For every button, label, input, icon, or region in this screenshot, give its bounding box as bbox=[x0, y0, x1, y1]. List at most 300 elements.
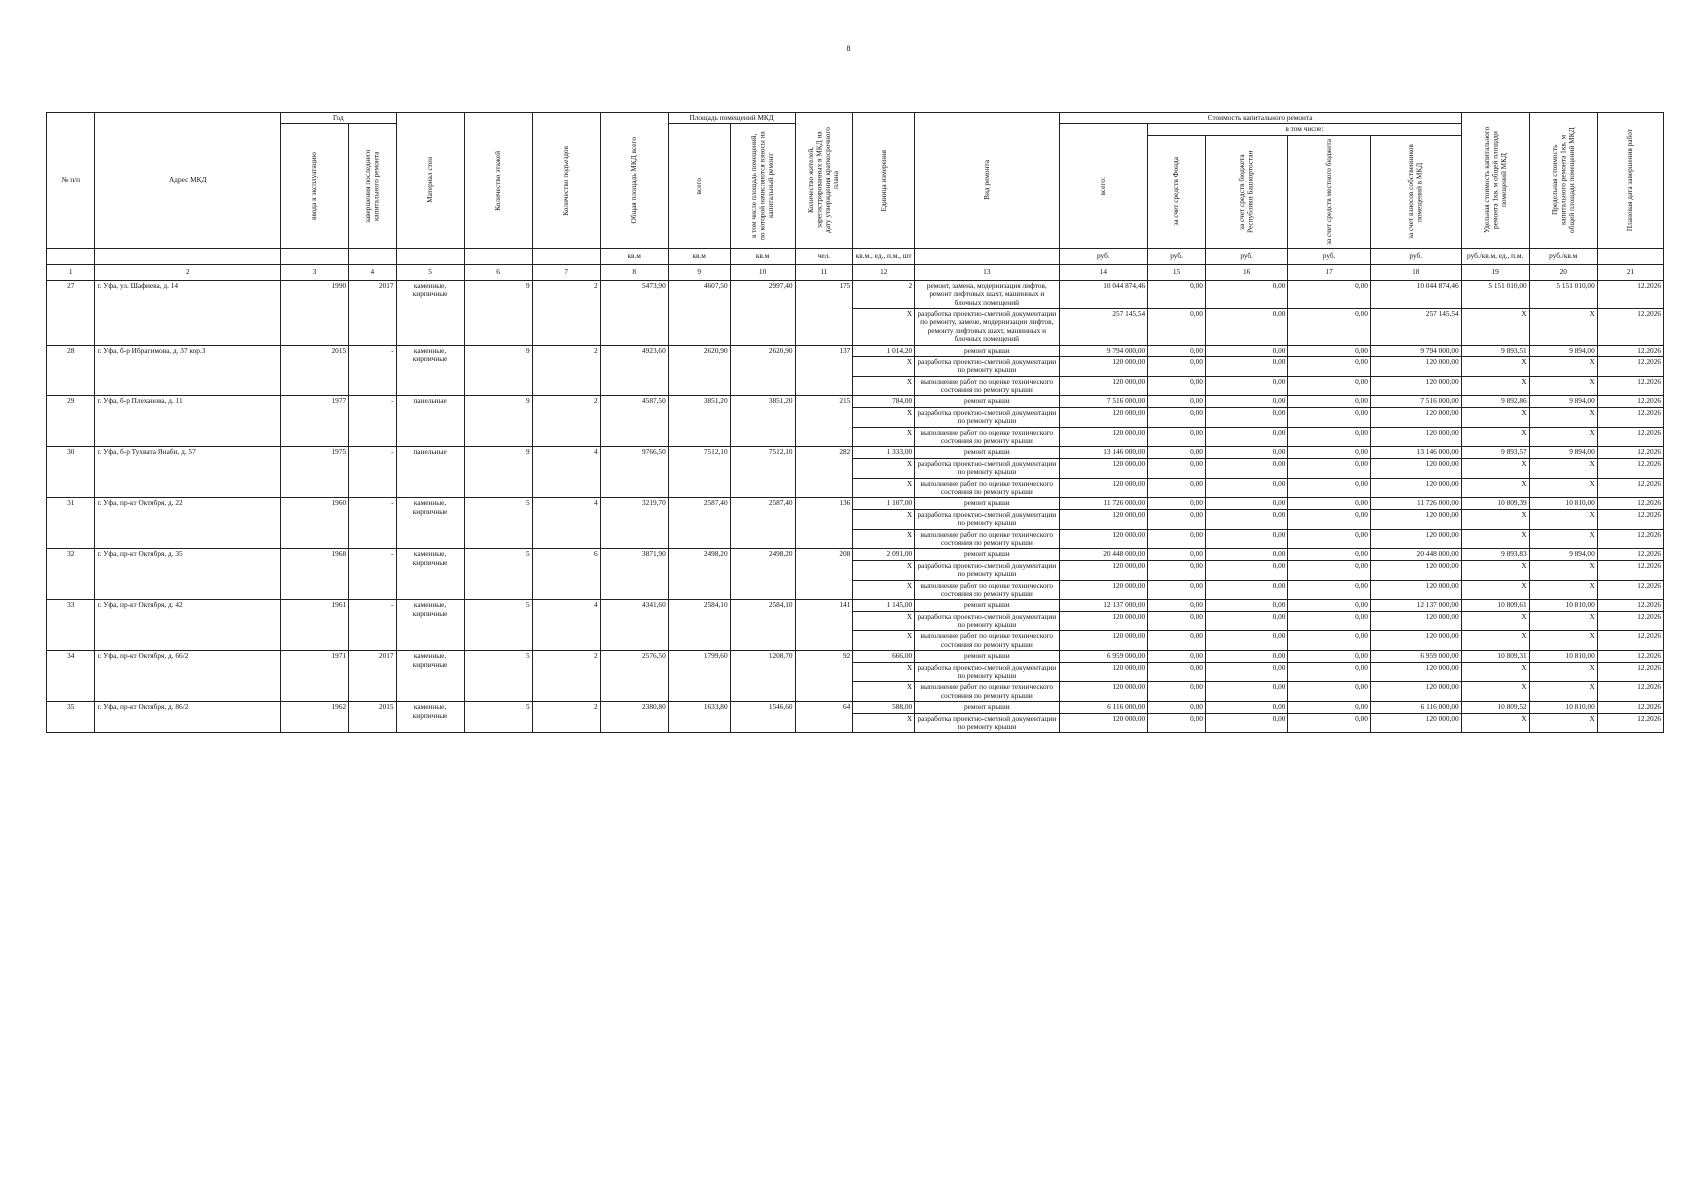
republic-budget-cell: 0,00 bbox=[1205, 682, 1287, 702]
unit-cell: руб./кв.м bbox=[1529, 248, 1597, 264]
residents-cell: 141 bbox=[795, 600, 853, 651]
floors-cell: 9 bbox=[464, 396, 532, 447]
unit-cell bbox=[95, 248, 281, 264]
local-budget-cell: 0,00 bbox=[1288, 611, 1370, 631]
fund-cell: 0,00 bbox=[1148, 682, 1206, 702]
floors-cell: 5 bbox=[464, 549, 532, 600]
floors-cell: 5 bbox=[464, 651, 532, 702]
residents-cell: 282 bbox=[795, 447, 853, 498]
column-number: 18 bbox=[1370, 264, 1461, 280]
address-cell: г. Уфа, пр-кт Октября, д. 42 bbox=[95, 600, 281, 651]
address-cell: г. Уфа, б-р Тухвата Янаби, д. 57 bbox=[95, 447, 281, 498]
premises-owned-cell: 1546,60 bbox=[730, 702, 795, 733]
year-last-repair-cell: 2015 bbox=[349, 702, 396, 733]
cost-total-cell: 120 000,00 bbox=[1059, 356, 1148, 376]
plan-date-cell: 12.2026 bbox=[1597, 549, 1663, 560]
column-number: 1 bbox=[47, 264, 95, 280]
republic-budget-cell: 0,00 bbox=[1205, 396, 1287, 407]
unit-cell bbox=[532, 248, 600, 264]
plan-date-cell: 12.2026 bbox=[1597, 407, 1663, 427]
table-row bbox=[47, 345, 1664, 356]
local-budget-cell: 0,00 bbox=[1288, 631, 1370, 651]
floors-cell: 5 bbox=[464, 702, 532, 733]
local-budget-cell: 0,00 bbox=[1288, 600, 1370, 611]
column-number: 2 bbox=[95, 264, 281, 280]
limit-cost-cell: X bbox=[1529, 376, 1597, 396]
local-budget-cell: 0,00 bbox=[1288, 458, 1370, 478]
column-number: 3 bbox=[281, 264, 349, 280]
owners-cell: 120 000,00 bbox=[1370, 529, 1461, 549]
cost-total-cell: 20 448 000,00 bbox=[1059, 549, 1148, 560]
limit-cost-cell: X bbox=[1529, 509, 1597, 529]
unit-cell: руб. bbox=[1148, 248, 1206, 264]
fund-cell: 0,00 bbox=[1148, 376, 1206, 396]
year-last-repair-cell: 2017 bbox=[349, 280, 396, 345]
cost-total-cell: 13 146 000,00 bbox=[1059, 447, 1148, 458]
work-type-cell: ремонт крыши bbox=[915, 447, 1059, 458]
table-row bbox=[47, 396, 1664, 407]
year-last-repair-cell: 2017 bbox=[349, 651, 396, 702]
premises-owned-cell: 7512,10 bbox=[730, 447, 795, 498]
column-number: 14 bbox=[1059, 264, 1148, 280]
header-total-area: Общая площадь МКД всего bbox=[600, 113, 668, 249]
owners-cell: 7 516 000,00 bbox=[1370, 396, 1461, 407]
year-last-repair-cell: - bbox=[349, 549, 396, 600]
specific-cost-cell: X bbox=[1461, 662, 1529, 682]
address-cell: г. Уфа, пр-кт Октября, д. 22 bbox=[95, 498, 281, 549]
limit-cost-cell: X bbox=[1529, 458, 1597, 478]
column-numbers-row bbox=[47, 264, 1664, 280]
page-number: 8 bbox=[846, 44, 851, 53]
cost-total-cell: 120 000,00 bbox=[1059, 713, 1148, 733]
specific-cost-cell: X bbox=[1461, 376, 1529, 396]
wall-material-cell: панельные bbox=[396, 396, 464, 447]
total-area-cell: 3871,90 bbox=[600, 549, 668, 600]
owners-cell: 6 116 000,00 bbox=[1370, 702, 1461, 713]
cost-total-cell: 120 000,00 bbox=[1059, 427, 1148, 447]
plan-date-cell: 12.2026 bbox=[1597, 600, 1663, 611]
wall-material-cell: каменные, кирпичные bbox=[396, 651, 464, 702]
cost-total-cell: 120 000,00 bbox=[1059, 509, 1148, 529]
fund-cell: 0,00 bbox=[1148, 345, 1206, 356]
republic-budget-cell: 0,00 bbox=[1205, 580, 1287, 600]
specific-cost-cell: X bbox=[1461, 682, 1529, 702]
fund-cell: 0,00 bbox=[1148, 478, 1206, 498]
owners-cell: 120 000,00 bbox=[1370, 560, 1461, 580]
plan-date-cell: 12.2026 bbox=[1597, 498, 1663, 509]
owners-cell: 10 044 874,46 bbox=[1370, 280, 1461, 308]
plan-date-cell: 12.2026 bbox=[1597, 345, 1663, 356]
work-type-cell: выполнение работ по оценке технического состояния по ремонту крыши bbox=[915, 682, 1059, 702]
fund-cell: 0,00 bbox=[1148, 458, 1206, 478]
address-cell: г. Уфа, пр-кт Октября, д. 86/2 bbox=[95, 702, 281, 733]
fund-cell: 0,00 bbox=[1148, 280, 1206, 308]
work-type-cell: ремонт, замена, модернизация лифтов, ремонт лифтовых шахт, машинных и блочных помещений bbox=[915, 280, 1059, 308]
owners-cell: 120 000,00 bbox=[1370, 631, 1461, 651]
owners-cell: 9 794 000,00 bbox=[1370, 345, 1461, 356]
limit-cost-cell: 5 151 010,00 bbox=[1529, 280, 1597, 308]
cost-total-cell: 7 516 000,00 bbox=[1059, 396, 1148, 407]
wall-material-cell: каменные, кирпичные bbox=[396, 280, 464, 345]
floors-cell: 9 bbox=[464, 345, 532, 396]
wall-material-cell: каменные, кирпичные bbox=[396, 549, 464, 600]
limit-cost-cell: X bbox=[1529, 611, 1597, 631]
work-type-cell: выполнение работ по оценке технического состояния по ремонту крыши bbox=[915, 376, 1059, 396]
header-year-commission: ввода в эксплуатацию bbox=[281, 124, 349, 248]
fund-cell: 0,00 bbox=[1148, 651, 1206, 662]
limit-cost-cell: 9 894,00 bbox=[1529, 345, 1597, 356]
specific-cost-cell: X bbox=[1461, 611, 1529, 631]
unit-value-cell: X bbox=[853, 560, 915, 580]
header-cost-total: всего: bbox=[1059, 124, 1148, 248]
republic-budget-cell: 0,00 bbox=[1205, 651, 1287, 662]
work-type-cell: выполнение работ по оценке технического состояния по ремонту крыши bbox=[915, 580, 1059, 600]
header-republic: за счет средств бюджета Республики Башкортостан bbox=[1205, 135, 1287, 248]
table-header bbox=[47, 113, 1664, 281]
residents-cell: 136 bbox=[795, 498, 853, 549]
owners-cell: 120 000,00 bbox=[1370, 509, 1461, 529]
unit-cell bbox=[396, 248, 464, 264]
specific-cost-cell: X bbox=[1461, 560, 1529, 580]
column-number: 8 bbox=[600, 264, 668, 280]
plan-date-cell: 12.2026 bbox=[1597, 376, 1663, 396]
table-body bbox=[47, 280, 1664, 733]
entrances-cell: 6 bbox=[532, 549, 600, 600]
table-row bbox=[47, 447, 1664, 458]
table-row bbox=[47, 498, 1664, 509]
floors-cell: 5 bbox=[464, 600, 532, 651]
unit-cell: руб./кв.м, ед., п.м. bbox=[1461, 248, 1529, 264]
fund-cell: 0,00 bbox=[1148, 356, 1206, 376]
fund-cell: 0,00 bbox=[1148, 407, 1206, 427]
work-type-cell: ремонт крыши bbox=[915, 651, 1059, 662]
unit-cell: кв.м bbox=[668, 248, 730, 264]
row-number: 34 bbox=[47, 651, 95, 702]
column-number: 16 bbox=[1205, 264, 1287, 280]
limit-cost-cell: X bbox=[1529, 631, 1597, 651]
year-commission-cell: 1990 bbox=[281, 280, 349, 345]
unit-value-cell: X bbox=[853, 611, 915, 631]
specific-cost-cell: X bbox=[1461, 509, 1529, 529]
unit-value-cell: X bbox=[853, 308, 915, 345]
column-number: 4 bbox=[349, 264, 396, 280]
local-budget-cell: 0,00 bbox=[1288, 345, 1370, 356]
owners-cell: 120 000,00 bbox=[1370, 376, 1461, 396]
local-budget-cell: 0,00 bbox=[1288, 376, 1370, 396]
header-work-type: Вид ремонта bbox=[915, 113, 1059, 249]
cost-total-cell: 6 116 000,00 bbox=[1059, 702, 1148, 713]
specific-cost-cell: X bbox=[1461, 308, 1529, 345]
fund-cell: 0,00 bbox=[1148, 611, 1206, 631]
year-commission-cell: 2015 bbox=[281, 345, 349, 396]
specific-cost-cell: 9 893,57 bbox=[1461, 447, 1529, 458]
row-number: 30 bbox=[47, 447, 95, 498]
cost-total-cell: 120 000,00 bbox=[1059, 458, 1148, 478]
owners-cell: 257 145,54 bbox=[1370, 308, 1461, 345]
republic-budget-cell: 0,00 bbox=[1205, 600, 1287, 611]
republic-budget-cell: 0,00 bbox=[1205, 713, 1287, 733]
fund-cell: 0,00 bbox=[1148, 560, 1206, 580]
work-type-cell: ремонт крыши bbox=[915, 549, 1059, 560]
republic-budget-cell: 0,00 bbox=[1205, 447, 1287, 458]
local-budget-cell: 0,00 bbox=[1288, 478, 1370, 498]
republic-budget-cell: 0,00 bbox=[1205, 308, 1287, 345]
local-budget-cell: 0,00 bbox=[1288, 529, 1370, 549]
cost-total-cell: 120 000,00 bbox=[1059, 580, 1148, 600]
cost-total-cell: 10 044 874,46 bbox=[1059, 280, 1148, 308]
year-commission-cell: 1968 bbox=[281, 549, 349, 600]
republic-budget-cell: 0,00 bbox=[1205, 611, 1287, 631]
table-row bbox=[47, 651, 1664, 662]
local-budget-cell: 0,00 bbox=[1288, 662, 1370, 682]
residents-cell: 64 bbox=[795, 702, 853, 733]
cost-total-cell: 9 794 000,00 bbox=[1059, 345, 1148, 356]
header-year-group: Год bbox=[281, 113, 396, 124]
plan-date-cell: 12.2026 bbox=[1597, 651, 1663, 662]
work-type-cell: выполнение работ по оценке технического состояния по ремонту крыши bbox=[915, 478, 1059, 498]
local-budget-cell: 0,00 bbox=[1288, 280, 1370, 308]
total-area-cell: 9766,50 bbox=[600, 447, 668, 498]
capital-repair-table bbox=[46, 112, 1664, 733]
floors-cell: 9 bbox=[464, 447, 532, 498]
cost-total-cell: 120 000,00 bbox=[1059, 376, 1148, 396]
plan-date-cell: 12.2026 bbox=[1597, 396, 1663, 407]
header-wall-material: Материал стен bbox=[396, 113, 464, 249]
work-type-cell: разработка проектно-сметной документации по ремонту крыши bbox=[915, 560, 1059, 580]
premises-total-cell: 4607,50 bbox=[668, 280, 730, 345]
limit-cost-cell: X bbox=[1529, 580, 1597, 600]
plan-date-cell: 12.2026 bbox=[1597, 308, 1663, 345]
plan-date-cell: 12.2026 bbox=[1597, 509, 1663, 529]
column-number: 7 bbox=[532, 264, 600, 280]
units-row bbox=[47, 248, 1664, 264]
row-number: 31 bbox=[47, 498, 95, 549]
plan-date-cell: 12.2026 bbox=[1597, 280, 1663, 308]
unit-cell bbox=[915, 248, 1059, 264]
fund-cell: 0,00 bbox=[1148, 713, 1206, 733]
plan-date-cell: 12.2026 bbox=[1597, 580, 1663, 600]
specific-cost-cell: 10 809,31 bbox=[1461, 651, 1529, 662]
plan-date-cell: 12.2026 bbox=[1597, 529, 1663, 549]
unit-value-cell: X bbox=[853, 356, 915, 376]
entrances-cell: 2 bbox=[532, 702, 600, 733]
premises-owned-cell: 3851,20 bbox=[730, 396, 795, 447]
cost-total-cell: 257 145,54 bbox=[1059, 308, 1148, 345]
work-type-cell: выполнение работ по оценке технического состояния по ремонту крыши bbox=[915, 631, 1059, 651]
table-row bbox=[47, 600, 1664, 611]
unit-cell bbox=[1597, 248, 1663, 264]
table-row bbox=[47, 549, 1664, 560]
work-type-cell: выполнение работ по оценке технического состояния по ремонту крыши bbox=[915, 529, 1059, 549]
total-area-cell: 2576,50 bbox=[600, 651, 668, 702]
specific-cost-cell: 10 809,61 bbox=[1461, 600, 1529, 611]
year-commission-cell: 1977 bbox=[281, 396, 349, 447]
republic-budget-cell: 0,00 bbox=[1205, 702, 1287, 713]
year-commission-cell: 1975 bbox=[281, 447, 349, 498]
table-row bbox=[47, 702, 1664, 713]
specific-cost-cell: X bbox=[1461, 631, 1529, 651]
entrances-cell: 2 bbox=[532, 651, 600, 702]
local-budget-cell: 0,00 bbox=[1288, 549, 1370, 560]
local-budget-cell: 0,00 bbox=[1288, 427, 1370, 447]
fund-cell: 0,00 bbox=[1148, 662, 1206, 682]
owners-cell: 120 000,00 bbox=[1370, 662, 1461, 682]
owners-cell: 6 959 000,00 bbox=[1370, 651, 1461, 662]
republic-budget-cell: 0,00 bbox=[1205, 560, 1287, 580]
plan-date-cell: 12.2026 bbox=[1597, 702, 1663, 713]
republic-budget-cell: 0,00 bbox=[1205, 498, 1287, 509]
column-number: 9 bbox=[668, 264, 730, 280]
unit-value-cell: X bbox=[853, 478, 915, 498]
local-budget-cell: 0,00 bbox=[1288, 702, 1370, 713]
address-cell: г. Уфа, б-р Ибрагимова, д. 37 кор.3 bbox=[95, 345, 281, 396]
header-limit-cost: Предельная стоимость капитального ремонта 1кв. м общей площади помещений МКД bbox=[1529, 113, 1597, 249]
work-type-cell: ремонт крыши bbox=[915, 600, 1059, 611]
plan-date-cell: 12.2026 bbox=[1597, 478, 1663, 498]
limit-cost-cell: X bbox=[1529, 713, 1597, 733]
header-plan-date: Плановая дата завершения работ bbox=[1597, 113, 1663, 249]
entrances-cell: 4 bbox=[532, 447, 600, 498]
year-last-repair-cell: - bbox=[349, 447, 396, 498]
limit-cost-cell: 10 810,00 bbox=[1529, 702, 1597, 713]
limit-cost-cell: X bbox=[1529, 356, 1597, 376]
limit-cost-cell: X bbox=[1529, 560, 1597, 580]
unit-value-cell: X bbox=[853, 682, 915, 702]
wall-material-cell: каменные, кирпичные bbox=[396, 498, 464, 549]
owners-cell: 12 137 000,00 bbox=[1370, 600, 1461, 611]
fund-cell: 0,00 bbox=[1148, 427, 1206, 447]
residents-cell: 215 bbox=[795, 396, 853, 447]
local-budget-cell: 0,00 bbox=[1288, 396, 1370, 407]
plan-date-cell: 12.2026 bbox=[1597, 662, 1663, 682]
specific-cost-cell: 9 892,86 bbox=[1461, 396, 1529, 407]
premises-owned-cell: 2587,40 bbox=[730, 498, 795, 549]
limit-cost-cell: X bbox=[1529, 682, 1597, 702]
owners-cell: 120 000,00 bbox=[1370, 611, 1461, 631]
column-number: 20 bbox=[1529, 264, 1597, 280]
unit-cell: кв.м., ед., п.м., шт bbox=[853, 248, 915, 264]
unit-cell: кв.м bbox=[600, 248, 668, 264]
owners-cell: 120 000,00 bbox=[1370, 458, 1461, 478]
table-row bbox=[47, 280, 1664, 308]
local-budget-cell: 0,00 bbox=[1288, 308, 1370, 345]
work-type-cell: ремонт крыши bbox=[915, 498, 1059, 509]
republic-budget-cell: 0,00 bbox=[1205, 509, 1287, 529]
unit-value-cell: X bbox=[853, 376, 915, 396]
specific-cost-cell: X bbox=[1461, 478, 1529, 498]
column-number: 6 bbox=[464, 264, 532, 280]
column-number: 5 bbox=[396, 264, 464, 280]
limit-cost-cell: 10 810,00 bbox=[1529, 498, 1597, 509]
header-residents: Количество жителей, зарегистрированных в МКД на дату утверждения краткосрочного плана bbox=[795, 113, 853, 249]
owners-cell: 11 726 000,00 bbox=[1370, 498, 1461, 509]
cost-total-cell: 12 137 000,00 bbox=[1059, 600, 1148, 611]
work-type-cell: выполнение работ по оценке технического состояния по ремонту крыши bbox=[915, 427, 1059, 447]
republic-budget-cell: 0,00 bbox=[1205, 280, 1287, 308]
total-area-cell: 4587,50 bbox=[600, 396, 668, 447]
residents-cell: 175 bbox=[795, 280, 853, 345]
plan-date-cell: 12.2026 bbox=[1597, 631, 1663, 651]
entrances-cell: 2 bbox=[532, 280, 600, 345]
limit-cost-cell: X bbox=[1529, 478, 1597, 498]
entrances-cell: 2 bbox=[532, 345, 600, 396]
header-premises-group: Площадь помещений МКД bbox=[668, 113, 795, 124]
entrances-cell: 4 bbox=[532, 498, 600, 549]
address-cell: г. Уфа, пр-кт Октября, д. 66/2 bbox=[95, 651, 281, 702]
local-budget-cell: 0,00 bbox=[1288, 651, 1370, 662]
local-budget-cell: 0,00 bbox=[1288, 447, 1370, 458]
header-owners: за счет взносов собственников помещений в МКД bbox=[1370, 135, 1461, 248]
local-budget-cell: 0,00 bbox=[1288, 498, 1370, 509]
cost-total-cell: 120 000,00 bbox=[1059, 407, 1148, 427]
column-number: 12 bbox=[853, 264, 915, 280]
plan-date-cell: 12.2026 bbox=[1597, 458, 1663, 478]
specific-cost-cell: X bbox=[1461, 427, 1529, 447]
premises-total-cell: 2620,90 bbox=[668, 345, 730, 396]
unit-cell bbox=[349, 248, 396, 264]
republic-budget-cell: 0,00 bbox=[1205, 529, 1287, 549]
total-area-cell: 3219,70 bbox=[600, 498, 668, 549]
work-type-cell: разработка проектно-сметной документации по ремонту крыши bbox=[915, 662, 1059, 682]
work-type-cell: разработка проектно-сметной документации по ремонту крыши bbox=[915, 611, 1059, 631]
work-type-cell: ремонт крыши bbox=[915, 702, 1059, 713]
column-number: 21 bbox=[1597, 264, 1663, 280]
unit-value-cell: X bbox=[853, 427, 915, 447]
year-commission-cell: 1962 bbox=[281, 702, 349, 733]
specific-cost-cell: X bbox=[1461, 458, 1529, 478]
year-last-repair-cell: - bbox=[349, 498, 396, 549]
cost-total-cell: 120 000,00 bbox=[1059, 478, 1148, 498]
unit-value-cell: 1 107,00 bbox=[853, 498, 915, 509]
header-address: Адрес МКД bbox=[95, 113, 281, 249]
row-number: 33 bbox=[47, 600, 95, 651]
unit-cell: руб. bbox=[1205, 248, 1287, 264]
unit-cell: кв.м bbox=[730, 248, 795, 264]
specific-cost-cell: 10 809,52 bbox=[1461, 702, 1529, 713]
plan-date-cell: 12.2026 bbox=[1597, 682, 1663, 702]
owners-cell: 20 448 000,00 bbox=[1370, 549, 1461, 560]
work-type-cell: ремонт крыши bbox=[915, 396, 1059, 407]
header-specific-cost: Удельная стоимость капитального ремонта 1кв. м общей площади помещений МКД bbox=[1461, 113, 1529, 249]
owners-cell: 120 000,00 bbox=[1370, 682, 1461, 702]
header-year-last-repair: завершения последнего капитального ремонта bbox=[349, 124, 396, 248]
unit-value-cell: 784,00 bbox=[853, 396, 915, 407]
premises-owned-cell: 2584,10 bbox=[730, 600, 795, 651]
plan-date-cell: 12.2026 bbox=[1597, 713, 1663, 733]
premises-total-cell: 1799,60 bbox=[668, 651, 730, 702]
cost-total-cell: 120 000,00 bbox=[1059, 560, 1148, 580]
year-commission-cell: 1971 bbox=[281, 651, 349, 702]
local-budget-cell: 0,00 bbox=[1288, 713, 1370, 733]
fund-cell: 0,00 bbox=[1148, 702, 1206, 713]
cost-total-cell: 120 000,00 bbox=[1059, 682, 1148, 702]
premises-owned-cell: 2498,20 bbox=[730, 549, 795, 600]
unit-cell: руб. bbox=[1288, 248, 1370, 264]
year-commission-cell: 1961 bbox=[281, 600, 349, 651]
limit-cost-cell: 10 810,00 bbox=[1529, 600, 1597, 611]
total-area-cell: 2380,80 bbox=[600, 702, 668, 733]
limit-cost-cell: X bbox=[1529, 407, 1597, 427]
year-last-repair-cell: - bbox=[349, 345, 396, 396]
local-budget-cell: 0,00 bbox=[1288, 407, 1370, 427]
column-number: 10 bbox=[730, 264, 795, 280]
wall-material-cell: каменные, кирпичные bbox=[396, 600, 464, 651]
republic-budget-cell: 0,00 bbox=[1205, 478, 1287, 498]
unit-value-cell: X bbox=[853, 529, 915, 549]
floors-cell: 9 bbox=[464, 280, 532, 345]
unit-value-cell: 1 333,00 bbox=[853, 447, 915, 458]
work-type-cell: разработка проектно-сметной документации по ремонту, замене, модернизации лифтов, ремонту лифтовых шахт, машинных и блочных помещений bbox=[915, 308, 1059, 345]
